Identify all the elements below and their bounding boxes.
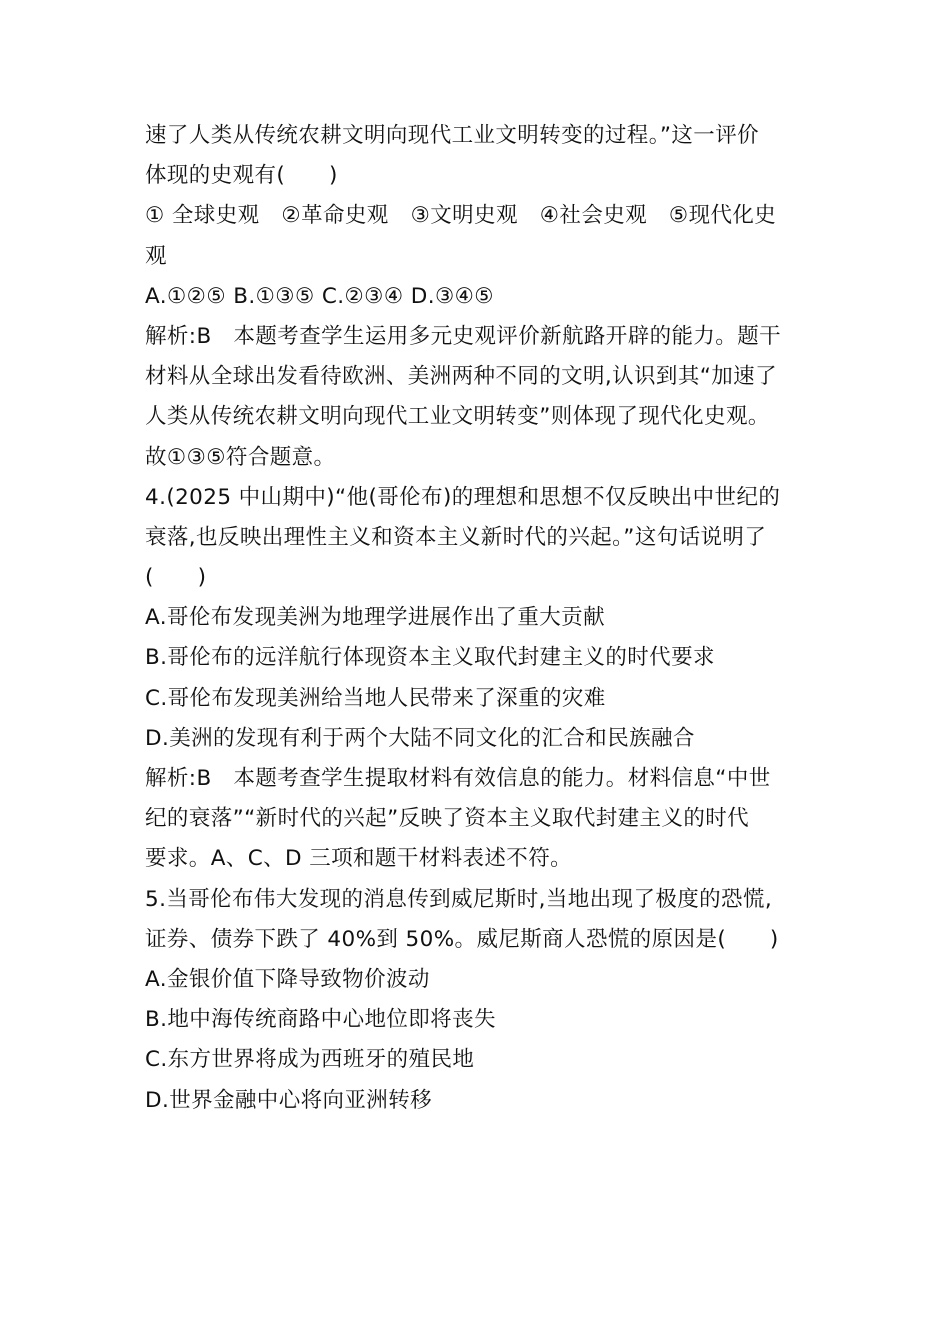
question-5-stem: 5.当哥伦布伟大发现的消息传到威尼斯时,当地出现了极度的恐慌, <box>145 886 773 912</box>
question-3-stem-end: 体现的史观有( ) <box>145 163 338 189</box>
question-3-analysis: 人类从传统农耕文明向现代工业文明转变”则体现了现代化史观。 <box>145 404 770 430</box>
question-3-analysis: 故①③⑤符合题意。 <box>145 444 336 470</box>
question-4-analysis: 要求。A、C、D 三项和题干材料表述不符。 <box>145 846 573 872</box>
question-3-options: A.①②⑤ B.①③⑤ C.②③④ D.③④⑤ <box>145 283 494 309</box>
question-3-analysis: 解析:B 本题考查学生运用多元史观评价新航路开辟的能力。题干 <box>145 323 781 349</box>
question-3-statements-wrap: 观 <box>145 243 167 269</box>
question-3-stem-continued: 速了人类从传统农耕文明向现代工业文明转变的过程。”这一评价 <box>145 123 759 148</box>
question-4-option-b: B.哥伦布的远洋航行体现资本主义取代封建主义的时代要求 <box>145 645 715 671</box>
question-5-option-d: D.世界金融中心将向亚洲转移 <box>145 1087 432 1113</box>
question-4-option-d: D.美洲的发现有利于两个大陆不同文化的汇合和民族融合 <box>145 725 695 751</box>
question-4-option-c: C.哥伦布发现美洲给当地人民带来了深重的灾难 <box>145 685 606 711</box>
question-3-statements: ① 全球史观 ②革命史观 ③文明史观 ④社会史观 ⑤现代化史 <box>145 203 777 229</box>
question-4-stem: ( ) <box>145 565 207 591</box>
question-4-stem: 衰落,也反映出理性主义和资本主义新时代的兴起。”这句话说明了 <box>145 524 767 550</box>
question-4-analysis: 纪的衰落”“新时代的兴起”反映了资本主义取代封建主义的时代 <box>145 806 750 832</box>
question-5-option-a: A.金银价值下降导致物价波动 <box>145 966 430 992</box>
question-4-analysis: 解析:B 本题考查学生提取材料有效信息的能力。材料信息“中世 <box>145 766 771 791</box>
question-4-stem: 4.(2025 中山期中)“他(哥伦布)的理想和思想不仅反映出中世纪的 <box>145 484 781 510</box>
question-5-option-b: B.地中海传统商路中心地位即将丧失 <box>145 1007 496 1033</box>
question-4-option-a: A.哥伦布发现美洲为地理学进展作出了重大贡献 <box>145 605 605 631</box>
question-3-analysis: 材料从全球出发看待欧洲、美洲两种不同的文明,认识到其“加速了 <box>145 364 777 390</box>
question-5-stem: 证券、债券下跌了 40%到 50%。威尼斯商人恐慌的原因是( ) <box>145 926 779 952</box>
document-page <box>145 116 810 1121</box>
question-5-option-c: C.东方世界将成为西班牙的殖民地 <box>145 1047 475 1073</box>
